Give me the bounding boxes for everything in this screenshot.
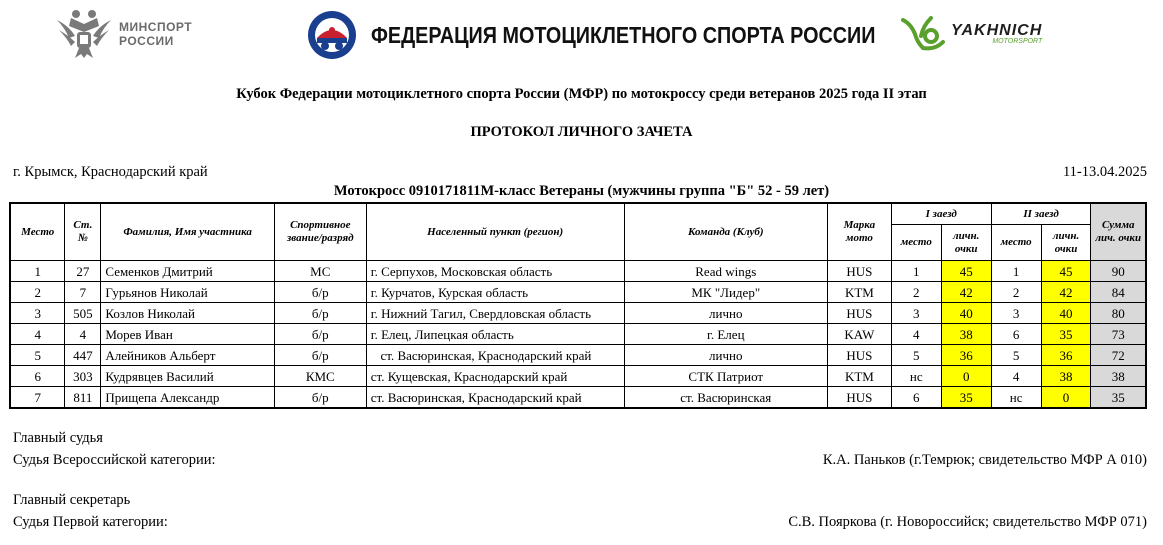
cell-start-number: 4	[65, 324, 101, 345]
cell-total: 35	[1091, 387, 1146, 409]
cell-place: 6	[10, 366, 65, 387]
header-race-2-points: личн. очки	[1041, 225, 1091, 261]
cell-moto: HUS	[827, 261, 891, 282]
cell-place: 5	[10, 345, 65, 366]
cell-name: Кудрявцев Василий	[101, 366, 275, 387]
cell-moto: HUS	[827, 387, 891, 409]
cell-city: г. Серпухов, Московская область	[366, 261, 624, 282]
header-race-2-place: место	[991, 225, 1041, 261]
cell-team: ст. Васюринская	[624, 387, 827, 409]
minsport-line2: РОССИИ	[119, 34, 174, 48]
cell-moto: HUS	[827, 345, 891, 366]
cell-name: Козлов Николай	[101, 303, 275, 324]
minsport-line1: МИНСПОРТ	[119, 20, 193, 34]
cell-start-number: 505	[65, 303, 101, 324]
class-title: Мотокросс 0910171811М-класс Ветераны (мужчины группа "Б" 52 - 59 лет)	[333, 183, 830, 199]
cell-total: 90	[1091, 261, 1146, 282]
header-team: Команда (Клуб)	[624, 203, 827, 261]
double-eagle-icon	[55, 8, 113, 60]
cell-race-1-place: 4	[891, 324, 941, 345]
cell-race-1-place: 5	[891, 345, 941, 366]
cell-city: г. Курчатов, Курская область	[366, 282, 624, 303]
table-row	[10, 282, 1146, 303]
cell-start-number: 447	[65, 345, 101, 366]
cell-city: г. Нижний Тагил, Свердловская область	[366, 303, 624, 324]
cell-total: 72	[1091, 345, 1146, 366]
cell-race-2-place: 2	[991, 282, 1041, 303]
cell-race-1-place: нс	[891, 366, 941, 387]
cup-title: Кубок Федерации мотоциклетного спорта России (МФР) по мотокроссу среди ветеранов 2025 года II этап	[236, 86, 927, 102]
cell-start-number: 811	[65, 387, 101, 409]
cell-team: лично	[624, 303, 827, 324]
cell-rank: б/р	[274, 282, 366, 303]
cell-race-1-points: 45	[941, 261, 991, 282]
cell-team: МК "Лидер"	[624, 282, 827, 303]
federation-title: ФЕДЕРАЦИЯ МОТОЦИКЛЕТНОГО СПОРТА РОССИИ	[371, 21, 876, 48]
header-total: Сумма лич. очки	[1091, 203, 1146, 261]
table-row	[10, 261, 1146, 282]
cell-race-1-place: 3	[891, 303, 941, 324]
chief-secretary-title: Главный секретарь	[13, 492, 131, 508]
header-race-1-points: личн. очки	[941, 225, 991, 261]
event-dates: 11-13.04.2025	[1062, 164, 1147, 180]
table-row	[10, 387, 1146, 409]
table-row	[10, 366, 1146, 387]
cell-race-1-place: 2	[891, 282, 941, 303]
cell-rank: б/р	[274, 345, 366, 366]
cell-rank: МС	[274, 261, 366, 282]
event-location: г. Крымск, Краснодарский край	[13, 164, 208, 180]
cell-start-number: 27	[65, 261, 101, 282]
chief-judge-name: К.А. Паньков (г.Темрюк; свидетельство МФР А 010)	[822, 452, 1147, 468]
cell-name: Семенков Дмитрий	[101, 261, 275, 282]
cell-race-1-points: 35	[941, 387, 991, 409]
chief-secretary-category: Судья Первой категории:	[13, 514, 168, 530]
cell-name: Морев Иван	[101, 324, 275, 345]
cell-city: ст. Васюринская, Краснодарский край	[366, 387, 624, 409]
minsport-logo	[55, 8, 192, 60]
cell-rank: б/р	[274, 303, 366, 324]
cell-moto: KAW	[827, 324, 891, 345]
cell-race-1-points: 0	[941, 366, 991, 387]
header-city: Населенный пункт (регион)	[366, 203, 624, 261]
cell-city: ст. Кущевская, Краснодарский край	[366, 366, 624, 387]
cell-race-2-place: 3	[991, 303, 1041, 324]
header-rank: Спортивное звание/разряд	[274, 203, 366, 261]
cell-race-1-place: 1	[891, 261, 941, 282]
results-table	[9, 202, 1147, 409]
sponsor-subtitle: MOTORSPORT	[992, 38, 1043, 45]
header-start-number: Ст. №	[65, 203, 101, 261]
cell-rank: КМС	[274, 366, 366, 387]
header-moto: Марка мото	[827, 203, 891, 261]
chief-secretary-name: С.В. Пояркова (г. Новороссийск; свидетельство МФР 071)	[788, 514, 1147, 530]
sponsor-logo	[897, 14, 1042, 54]
cell-race-2-points: 40	[1041, 303, 1091, 324]
cell-team: лично	[624, 345, 827, 366]
cell-name: Гурьянов Николай	[101, 282, 275, 303]
cell-moto: HUS	[827, 303, 891, 324]
header-race-2: II заезд	[991, 203, 1091, 225]
header-place: Место	[10, 203, 65, 261]
cell-race-2-place: нс	[991, 387, 1041, 409]
cell-place: 2	[10, 282, 65, 303]
cell-place: 3	[10, 303, 65, 324]
cell-total: 80	[1091, 303, 1146, 324]
cell-race-2-points: 38	[1041, 366, 1091, 387]
header	[0, 0, 1163, 70]
cell-name: Прищепа Александр	[101, 387, 275, 409]
cell-place: 1	[10, 261, 65, 282]
cell-rank: б/р	[274, 324, 366, 345]
cell-total: 84	[1091, 282, 1146, 303]
cell-place: 4	[10, 324, 65, 345]
chief-judge-category: Судья Всероссийской категории:	[13, 452, 216, 468]
federation-logo	[303, 10, 958, 60]
cell-team: Read wings	[624, 261, 827, 282]
cell-race-1-place: 6	[891, 387, 941, 409]
cell-rank: б/р	[274, 387, 366, 409]
cell-team: г. Елец	[624, 324, 827, 345]
cell-name: Алейников Альберт	[101, 345, 275, 366]
header-race-1-place: место	[891, 225, 941, 261]
cell-race-2-points: 36	[1041, 345, 1091, 366]
cell-place: 7	[10, 387, 65, 409]
federation-emblem-icon	[303, 10, 361, 60]
cell-race-2-place: 4	[991, 366, 1041, 387]
chief-judge-title: Главный судья	[13, 430, 103, 446]
cell-start-number: 7	[65, 282, 101, 303]
results-body	[10, 261, 1146, 409]
cell-city: г. Елец, Липецкая область	[366, 324, 624, 345]
header-name: Фамилия, Имя участника	[101, 203, 275, 261]
cell-race-1-points: 38	[941, 324, 991, 345]
cell-total: 38	[1091, 366, 1146, 387]
table-row	[10, 303, 1146, 324]
cell-race-2-place: 5	[991, 345, 1041, 366]
sponsor-name: YAKHNICH	[951, 22, 1043, 39]
cell-race-2-place: 6	[991, 324, 1041, 345]
cell-moto: KTM	[827, 366, 891, 387]
cell-team: СТК Патриот	[624, 366, 827, 387]
protocol-title: ПРОТОКОЛ ЛИЧНОГО ЗАЧЕТА	[470, 124, 693, 140]
cell-start-number: 303	[65, 366, 101, 387]
cell-race-1-points: 40	[941, 303, 991, 324]
cell-race-1-points: 36	[941, 345, 991, 366]
cell-race-1-points: 42	[941, 282, 991, 303]
cell-race-2-points: 35	[1041, 324, 1091, 345]
cell-race-2-place: 1	[991, 261, 1041, 282]
table-row	[10, 345, 1146, 366]
cell-race-2-points: 45	[1041, 261, 1091, 282]
cell-city: ст. Васюринская, Краснодарский край	[366, 345, 624, 366]
cell-race-2-points: 0	[1041, 387, 1091, 409]
cell-race-2-points: 42	[1041, 282, 1091, 303]
sponsor-swirl-icon	[897, 14, 947, 54]
cell-moto: KTM	[827, 282, 891, 303]
cell-total: 73	[1091, 324, 1146, 345]
header-race-1: I заезд	[891, 203, 991, 225]
table-row	[10, 324, 1146, 345]
